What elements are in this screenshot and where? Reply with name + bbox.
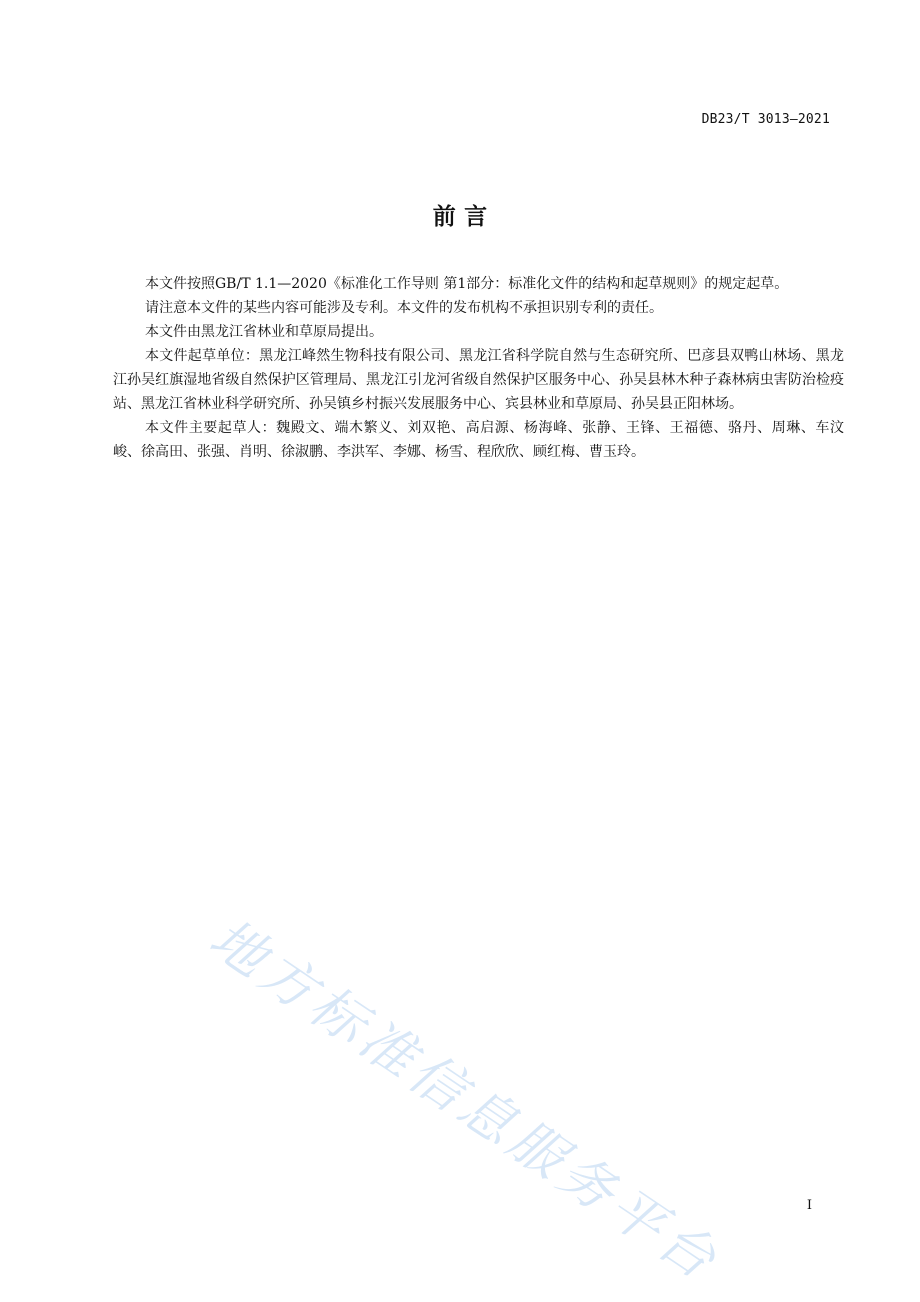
document-code: DB23/T 3013—2021 — [701, 112, 830, 127]
paragraph-drafters: 本文件主要起草人：魏殿文、端木繁义、刘双艳、高启源、杨海峰、张静、王锋、王福德、骆丹、周琳、车汶峻、徐高田、张强、肖明、徐淑鹏、李洪军、李娜、杨雪、程欣欣、顾红梅、曹玉玲。 — [113, 420, 844, 460]
page-number: I — [806, 1198, 812, 1213]
paragraph-patent-notice: 请注意本文件的某些内容可能涉及专利。本文件的发布机构不承担识别专利的责任。 — [145, 300, 663, 316]
body-text — [113, 272, 844, 464]
paragraph-drafting-units: 本文件起草单位：黑龙江峰然生物科技有限公司、黑龙江省科学院自然与生态研究所、巴彦县双鸭山林场、黑龙江孙吴红旗湿地省级自然保护区管理局、黑龙江引龙河省级自然保护区服务中心、孙吴县林木种子森林病虫害防治检疫站、黑龙江省林业科学研究所、孙吴镇乡村振兴发展服务中心、宾县林业和草原局、孙吴县正阳林场。 — [113, 348, 844, 412]
watermark: 地方标准信息服务平台 — [198, 906, 732, 1294]
page-title: 前 言 — [432, 204, 488, 230]
paragraph-drafting-rules: 本文件按照GB/T 1.1—2020《标准化工作导则 第1部分：标准化文件的结构和起草规则》的规定起草。 — [145, 276, 789, 292]
paragraph-proposer: 本文件由黑龙江省林业和草原局提出。 — [145, 324, 383, 340]
